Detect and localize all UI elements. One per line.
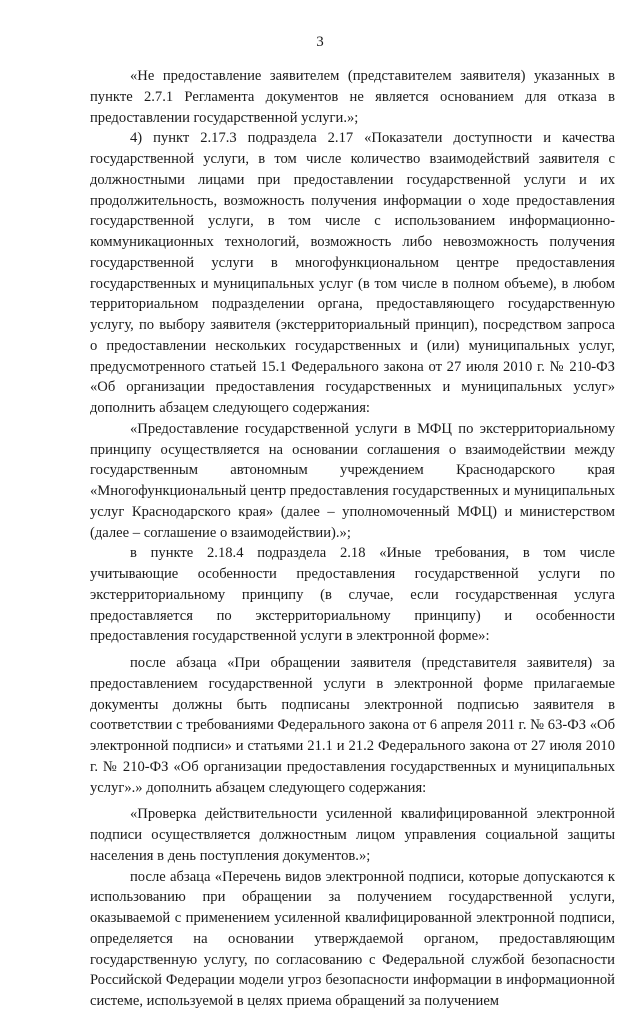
paragraph-4: в пункте 2.18.4 подраздела 2.18 «Иные требования, в том числе учитывающие особенности предоставления государственной услуги по экстерриториальному принципу (в случае, если государственная услуга предоставляется по экстерриториальному принципу) и особенности предоставления государственной услуги в электронной форме»: <box>90 545 615 645</box>
paragraph-5: после абзаца «При обращении заявителя (представителя заявителя) за предоставлением государственной услуги в электронной форме прилагаемые документы должны быть подписаны электронной подписью заявителя в соответствии с требованиями Федерального закона от 6 апреля 2011 г. № 63-ФЗ «Об электронной подписи» и статьями 21.1 и 21.2 Федерального закона от 27 июля 2010 г. № 210-ФЗ «Об организации предоставления государственных и муниципальных услуг».» дополнить абзацем следующего содержания: <box>90 655 615 796</box>
page-number: 3 <box>316 34 324 50</box>
paragraph-1: «Не предоставление заявителем (представителем заявителя) указанных в пункте 2.7.1 Регламента документов не является основанием для отказа в предоставлении государственной услуги.»; <box>90 68 615 126</box>
paragraph-2: 4) пункт 2.17.3 подраздела 2.17 «Показатели доступности и качества государственной услуги, в том числе количество взаимодействий заявителя с должностными лицами при предоставлении государственной услуги и их продолжительность, возможность получения информации о ходе предоставления государственной услуги, в том числе с использованием информационно-коммуникационных технологий, возможность либо невозможность получения государственной услуги в многофункциональном центре предоставления государственных и муниципальных услуг (в том числе в полном объеме), в любом территориальном подразделении органа, предоставляющего государственную услугу, по выбору заявителя (экстерриториальный принцип), посредством запроса о предоставлении нескольких государственных и (или) муниципальных услуг, предусмотренного статьей 15.1 Федерального закона от 27 июля 2010 г. № 210-ФЗ «Об организации предоставления государственных и муниципальных услуг» дополнить абзацем следующего содержания: <box>90 130 615 416</box>
paragraph-6: «Проверка действительности усиленной квалифицированной электронной подписи осуществляется должностным лицом управления социальной защиты населения в день поступления документов.»; <box>90 806 615 864</box>
document-body <box>90 66 615 1012</box>
paragraph-7: после абзаца «Перечень видов электронной подписи, которые допускаются к использованию при обращении за получением государственной услуги, оказываемой с применением усиленной квалифицированной электронной подписи, определяется на основании утверждаемой органом, предоставляющим государственную услугу, по согласованию с Федеральной службой безопасности Российской Федерации модели угроз безопасности информации в информационной системе, используемой в целях приема обращений за получением <box>90 868 615 1009</box>
paragraph-3: «Предоставление государственной услуги в МФЦ по экстерриториальному принципу осуществляется на основании соглашения о взаимодействии между государственным автономным учреждением Краснодарского края «Многофункциональный центр предоставления государственных и муниципальных услуг Краснодарского края» (далее – уполномоченный МФЦ) и министерством (далее – соглашение о взаимодействии).»; <box>90 420 615 541</box>
